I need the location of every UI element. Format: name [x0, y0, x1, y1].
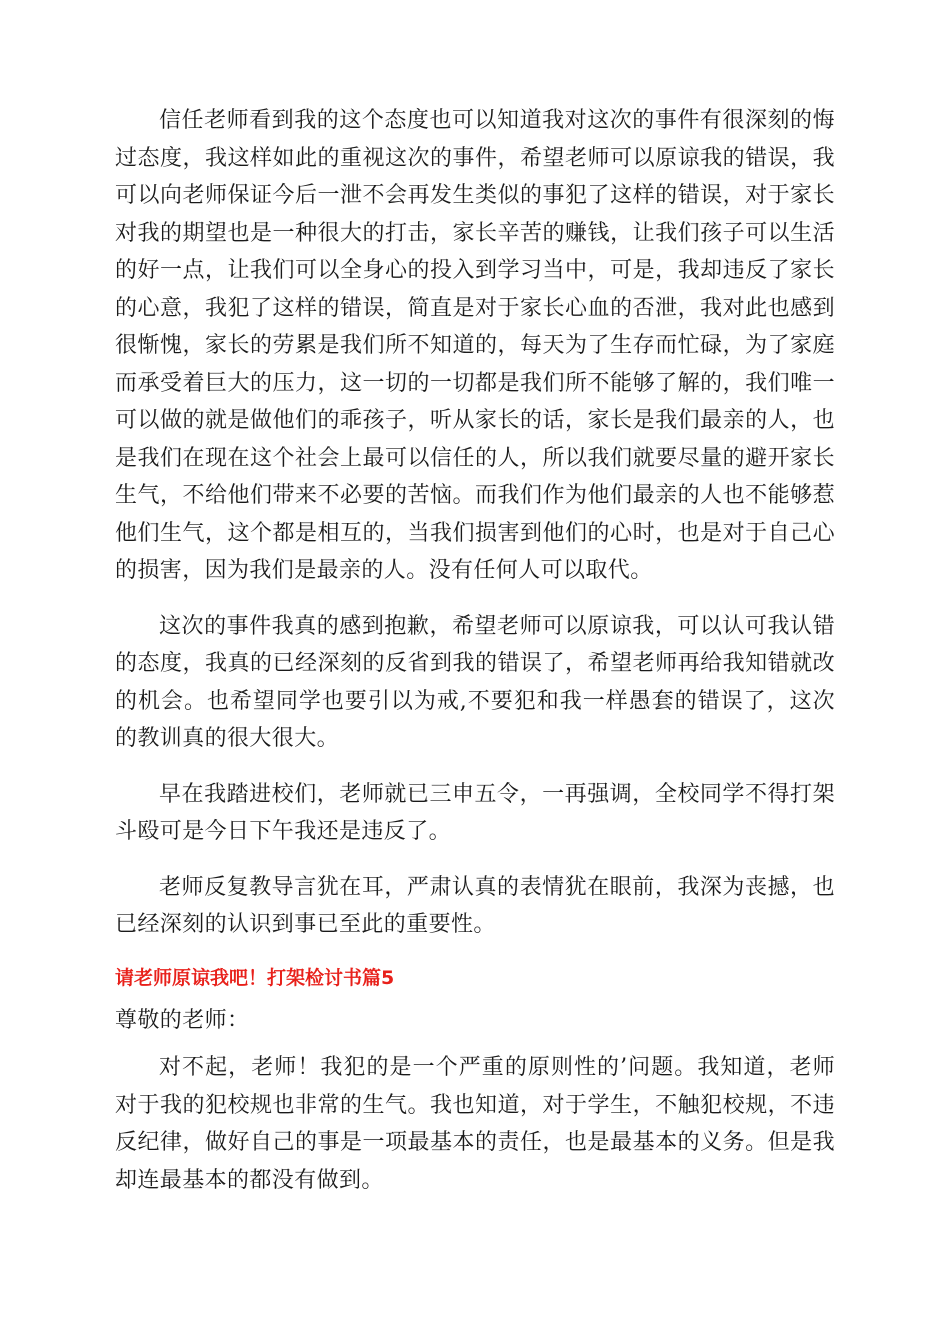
paragraph-trust: 信任老师看到我的这个态度也可以知道我对这次的事件有很深刻的悔过态度，我这样如此的重视这次的事件，希望老师可以原谅我的错误，我可以向老师保证今后一泄不会再发生类似的事犯了这样的错误，对于家长对我的期望也是一种很大的打击，家长辛苦的赚钱，让我们孩子可以生活的好一点，让我们可以全身心的投入到学习当中，可是，我却违反了家长的心意，我犯了这样的错误，简直是对于家长心血的否泄，我对此也感到很惭愧，家长的劳累是我们所不知道的，每天为了生存而忙碌，为了家庭而承受着巨大的压力，这一切的一切都是我们所不能够了解的，我们唯一可以做的就是做他们的乖孩子，听从家长的话，家长是我们最亲的人，也是我们在现在这个社会上最可以信任的人，所以我们就要尽量的避开家长生气，不给他们带来不必要的苦恼。而我们作为他们最亲的人也不能够惹他们生气，这个都是相互的，当我们损害到他们的心时，也是对于自己心的损害，因为我们是最亲的人。没有任何人可以取代。: [115, 108, 835, 583]
paragraph-sorry-teacher: 对不起，老师！我犯的是一个严重的原则性的’问题。我知道，老师对于我的犯校规也非常的生气。我也知道，对于学生，不触犯校规，不违反纪律，做好自己的事是一项最基本的责任，也是最基本的义务。但是我却连最基本的都没有做到。: [115, 1055, 835, 1193]
section-heading: 请老师原谅我吧！打架检讨书篇5: [115, 966, 395, 989]
paragraph-school-rules: 早在我踏进校们，老师就已三申五令，一再强调，全校同学不得打架斗殴可是今日下午我还是违反了。: [115, 781, 835, 844]
salutation: 尊敬的老师：: [115, 1007, 250, 1033]
document-body: [115, 102, 835, 1217]
paragraph-apology: 这次的事件我真的感到抱歉，希望老师可以原谅我，可以认可我认错的态度，我真的已经深刻的反省到我的错误了，希望老师再给我知错就改的机会。也希望同学也要引以为戒,不要犯和我一样愚套的错误了，这次的教训真的很大很大。: [115, 613, 835, 751]
paragraph-teacher-teaching: 老师反复教导言犹在耳，严肃认真的表情犹在眼前，我深为丧撼，也已经深刻的认识到事已至此的重要性。: [115, 874, 835, 937]
